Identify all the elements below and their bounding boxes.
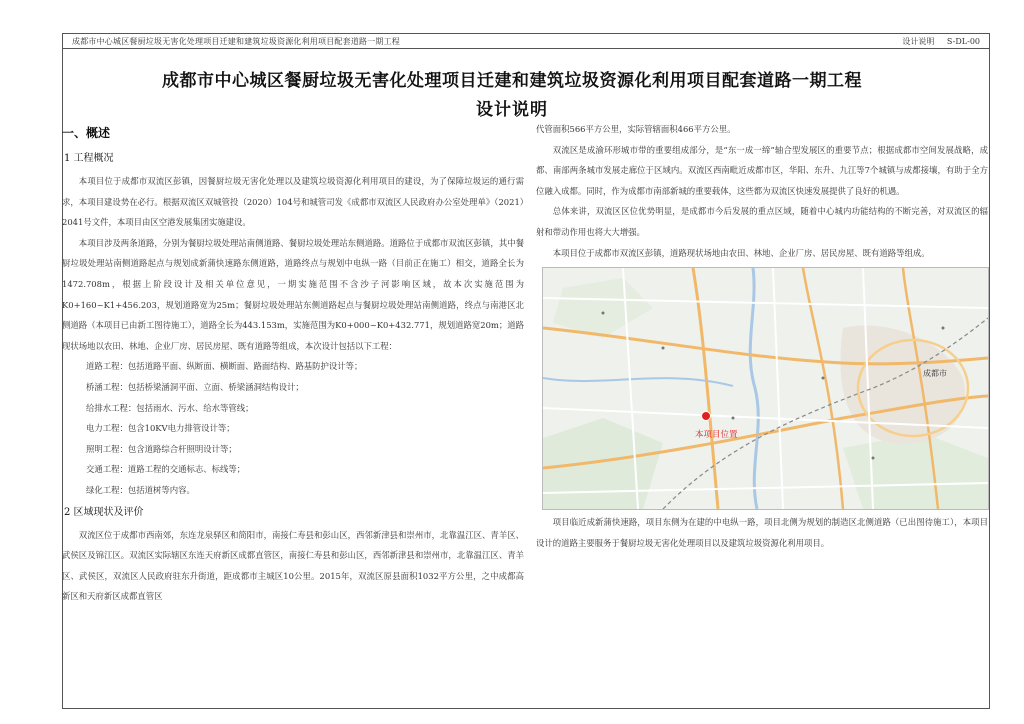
- scope-item-power: 电力工程：包含10KV电力排管设计等；: [86, 423, 235, 434]
- document-title: 成都市中心城区餐厨垃圾无害化处理项目迁建和建筑垃圾资源化利用项目配套道路一期工程: [162, 71, 862, 91]
- paragraph-adjacent-roads: 项目临近成新蒲快速路，项目东侧为在建的中电纵一路，项目北侧为规划的制造区北侧道路（已出图待施工），本项目设计的道路主要服务于餐厨垃圾无害化处理项目以及建筑垃圾资源化利用项目。: [536, 517, 988, 548]
- header-project-name: 成都市中心城区餐厨垃圾无害化处理项目迁建和建筑垃圾资源化利用项目配套道路一期工程: [72, 37, 400, 46]
- subsection-heading-project: 1 工程概况: [64, 153, 114, 164]
- header-doc-type: 设计说明: [902, 37, 935, 46]
- map-graphic: [543, 268, 988, 509]
- map-marker-label: 本项目位置: [695, 430, 738, 441]
- header-divider: [62, 48, 990, 49]
- paragraph-site: 本项目位于成都市双流区彭镇，道路现状场地由农田、林地、企业厂房、居民房屋、既有道路等组成。: [552, 247, 930, 258]
- scope-item-bridge: 桥涵工程：包括桥梁涵洞平面、立面、桥梁涵洞结构设计；: [86, 381, 304, 392]
- map-city-label: 成都市: [923, 369, 947, 379]
- location-map: [542, 267, 989, 510]
- scope-item-greening: 绿化工程：包括道树等内容。: [86, 484, 195, 495]
- scope-item-lighting: 照明工程：包含道路综合杆照明设计等；: [86, 443, 237, 454]
- document-subtitle: 设计说明: [476, 100, 548, 120]
- header-right: [892, 36, 980, 47]
- scope-item-road: 道路工程：包括道路平面、纵断面、横断面、路面结构、路基防护设计等；: [86, 361, 363, 372]
- paragraph-area-continued: 代管面积566平方公里，实际管辖面积466平方公里。: [536, 124, 736, 134]
- paragraph-summary: 总体来讲，双流区区位优势明显，是成都市今后发展的重点区域，随着中心城内功能结构的不断完善，对双流区的辐射和带动作用也将大大增强。: [536, 206, 988, 237]
- header-drawing-code: S-DL-00: [946, 37, 980, 46]
- subsection-heading-region: 2 区域现状及评价: [64, 506, 144, 518]
- scope-item-traffic: 交通工程：道路工程的交通标志、标线等；: [86, 464, 246, 475]
- scope-item-water: 给排水工程：包括雨水、污水、给水等管线；: [86, 402, 254, 413]
- paragraph-strategy: 双流区是成渝环形城市带的重要组成部分，是“东一成一缔”轴合型发展区的重要节点；根据成都市空间发展战略，成都、南部两条城市发展走廊位于区域内。双流区西南毗近成都市区，华阳、东升、九江等7个城镇与成都接壤，有助于全方位融入成都。同时，作为成都市南部新城的重要载体，这些都为双流区快速发展提供了良好的机遇。: [536, 144, 988, 196]
- paragraph-background: 本项目位于成都市双流区彭镇，因餐厨垃圾无害化处理以及建筑垃圾资源化利用项目的建设，为了保障垃圾运的通行需求，本项目建设势在必行。根据双流区双城管投（2020）104号和城管司发《成都市双流区人民政府办公室处理单》（2021）2041号文件，本项目由区空港发展集团实施建设。: [62, 176, 524, 228]
- paragraph-region: 双流区位于成都市西南郊，东连龙泉驿区和简阳市，南接仁寿县和彭山区，西邻新津县和崇州市，北靠温江区、青羊区、武侯区及锦江区。双流区实际辖区东连天府新区成都直管区，南接仁寿县和彭山区，西邻新津县和崇州市，北靠温江区、青羊区、武侯区，双流区人民政府驻东升街道，距成都市主城区10公里。2015年，双流区原县面积1032平方公里，之中成都高新区和天府新区成都直管区: [62, 529, 524, 602]
- right-column: [536, 119, 988, 553]
- section-heading-overview: 一、概述: [62, 126, 111, 140]
- left-column: [62, 119, 524, 607]
- paragraph-roads: 本项目涉及两条道路，分别为餐厨垃圾处理站南侧道路、餐厨垃圾处理站东侧道路。道路位于成都市双流区彭镇，其中餐厨垃圾处理站南侧道路起点与规划成新蒲快速路东侧道路，道路终点与规划中电纵一路（目前正在施工）相交，道路全长为1472.708m，根据上阶段设计及相关单位意见，一期实施范围不含沙子河影响区域，故本次实施范围为K0+160~K1+456.203，规划道路宽为25m；餐厨垃圾处理站东侧道路起点与餐厨垃圾处理站南侧道路，终点与南港区北侧道路（本项目已由新工图待施工），道路全长为443.153m，实施范围为K0+000~K0+432.771，规划道路宽20m；道路现状场地以农田、林地、企业厂房、居民房屋、既有道路等组成，本次设计包括以下工程：: [62, 237, 524, 351]
